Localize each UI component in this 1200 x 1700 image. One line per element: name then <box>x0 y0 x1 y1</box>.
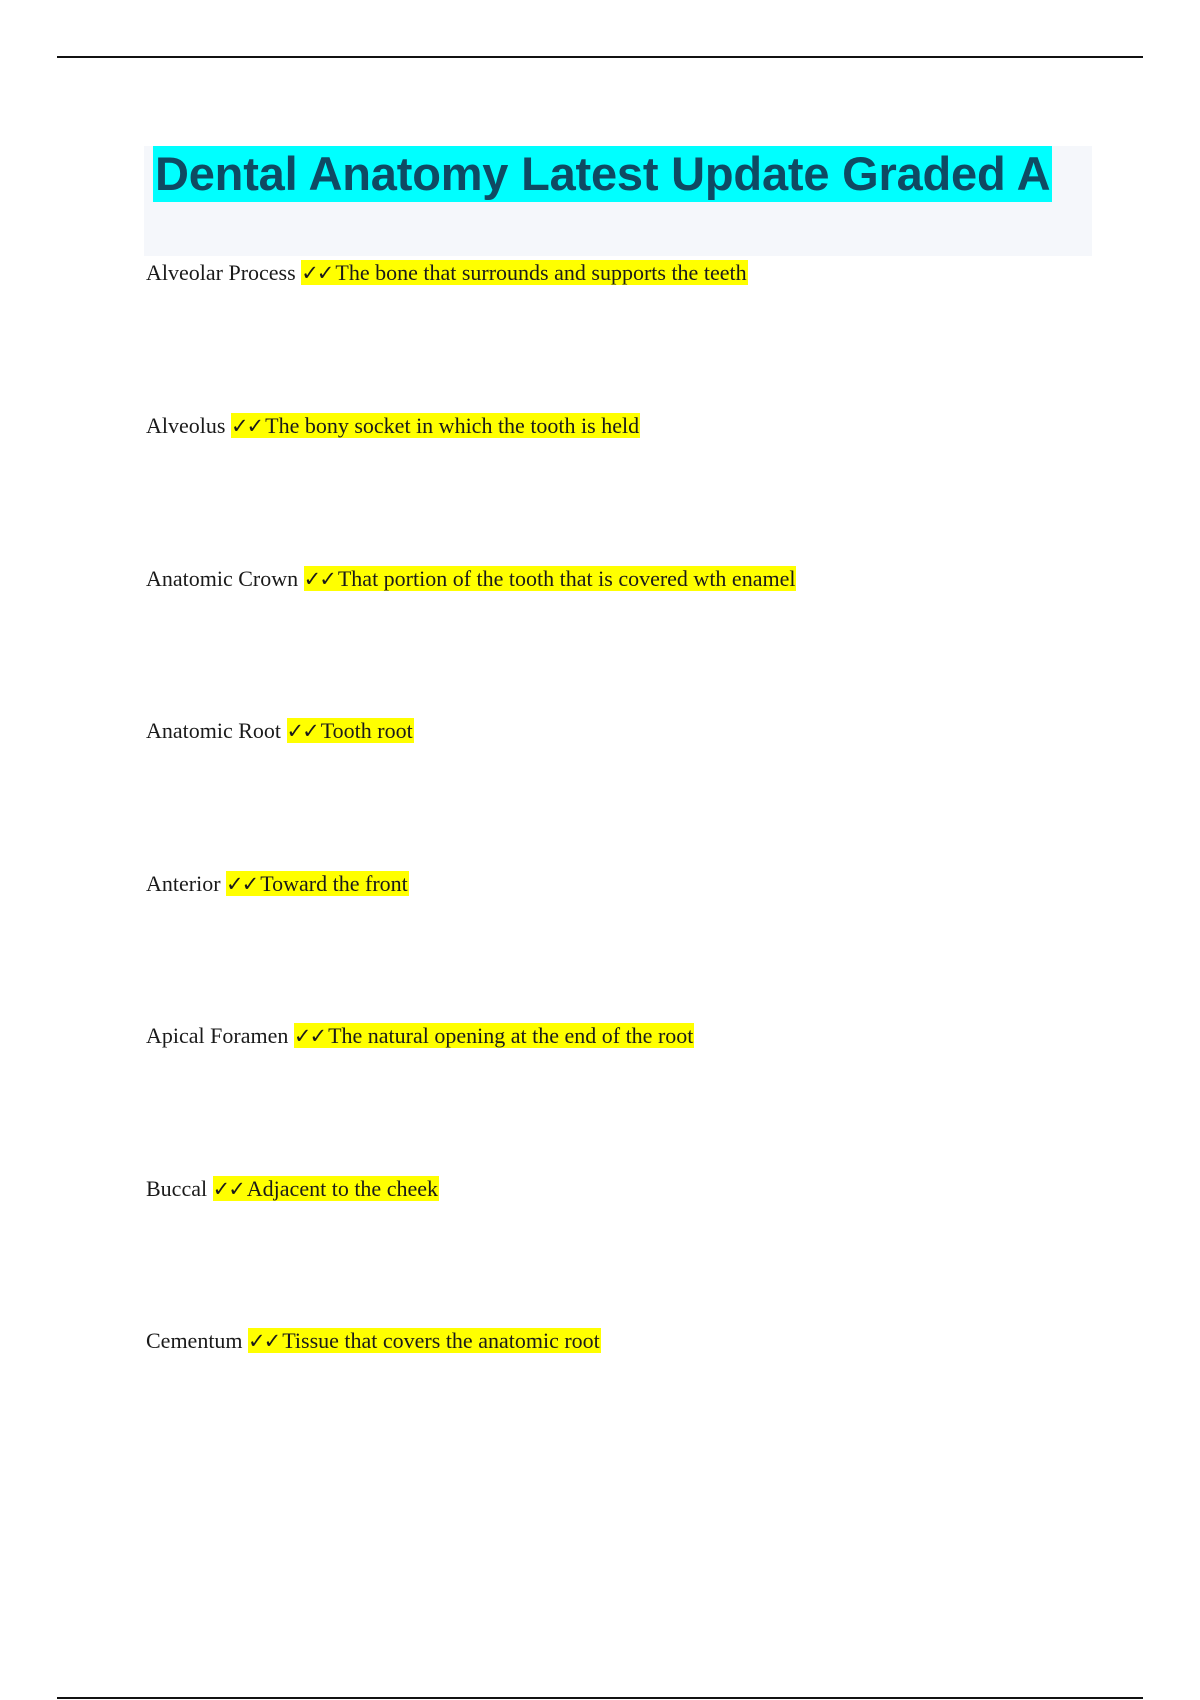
entry-definition-highlight <box>287 718 414 743</box>
double-check-icon: ✓✓ <box>230 414 263 438</box>
entry-definition-highlight <box>231 413 640 438</box>
document-title: Dental Anatomy Latest Update Graded A <box>155 147 1051 200</box>
entry-definition-highlight <box>304 566 797 591</box>
entry-term: Apical Foramen <box>146 1023 289 1048</box>
entry-term: Alveolar Process <box>146 260 296 285</box>
entry-term: Anterior <box>146 871 221 896</box>
double-check-icon: ✓✓ <box>212 1177 244 1201</box>
entry-definition-highlight <box>226 871 409 896</box>
entry-definition: Tissue that covers the anatomic root <box>282 1328 600 1353</box>
entry-definition-highlight <box>248 1328 601 1353</box>
entry-definition-highlight <box>213 1176 439 1201</box>
entry-alveolus <box>146 411 640 441</box>
entry-definition-highlight <box>294 1023 695 1048</box>
double-check-icon: ✓✓ <box>301 261 333 285</box>
entry-definition: The natural opening at the end of the root <box>328 1023 694 1048</box>
entry-cementum <box>146 1326 601 1356</box>
entry-term: Anatomic Crown <box>146 566 299 591</box>
entry-term: Buccal <box>146 1176 208 1201</box>
double-check-icon: ✓✓ <box>248 1329 280 1353</box>
entry-definition: The bone that surrounds and supports the teeth <box>335 260 747 285</box>
entry-definition: Tooth root <box>320 718 413 743</box>
double-check-icon: ✓✓ <box>286 719 318 743</box>
entry-term: Cementum <box>146 1328 243 1353</box>
footer-rule <box>57 1697 1143 1699</box>
double-check-icon: ✓✓ <box>303 567 335 591</box>
entry-definition-highlight <box>301 260 747 285</box>
entry-alveolar-process <box>146 258 748 288</box>
entry-definition: Adjacent to the cheek <box>246 1176 438 1201</box>
header-rule <box>57 56 1143 58</box>
entry-anterior <box>146 869 409 899</box>
double-check-icon: ✓✓ <box>293 1024 326 1048</box>
entry-definition: Toward the front <box>260 871 408 896</box>
entry-buccal <box>146 1174 439 1204</box>
entry-definition: That portion of the tooth that is covered wth enamel <box>337 566 796 591</box>
entry-apical-foramen <box>146 1021 694 1051</box>
entry-anatomic-crown <box>146 564 796 594</box>
entry-definition: The bony socket in which the tooth is held <box>265 413 640 438</box>
double-check-icon: ✓✓ <box>226 872 258 896</box>
entry-term: Anatomic Root <box>146 718 282 743</box>
entry-term: Alveolus <box>146 413 226 438</box>
entry-anatomic-root <box>146 716 414 746</box>
